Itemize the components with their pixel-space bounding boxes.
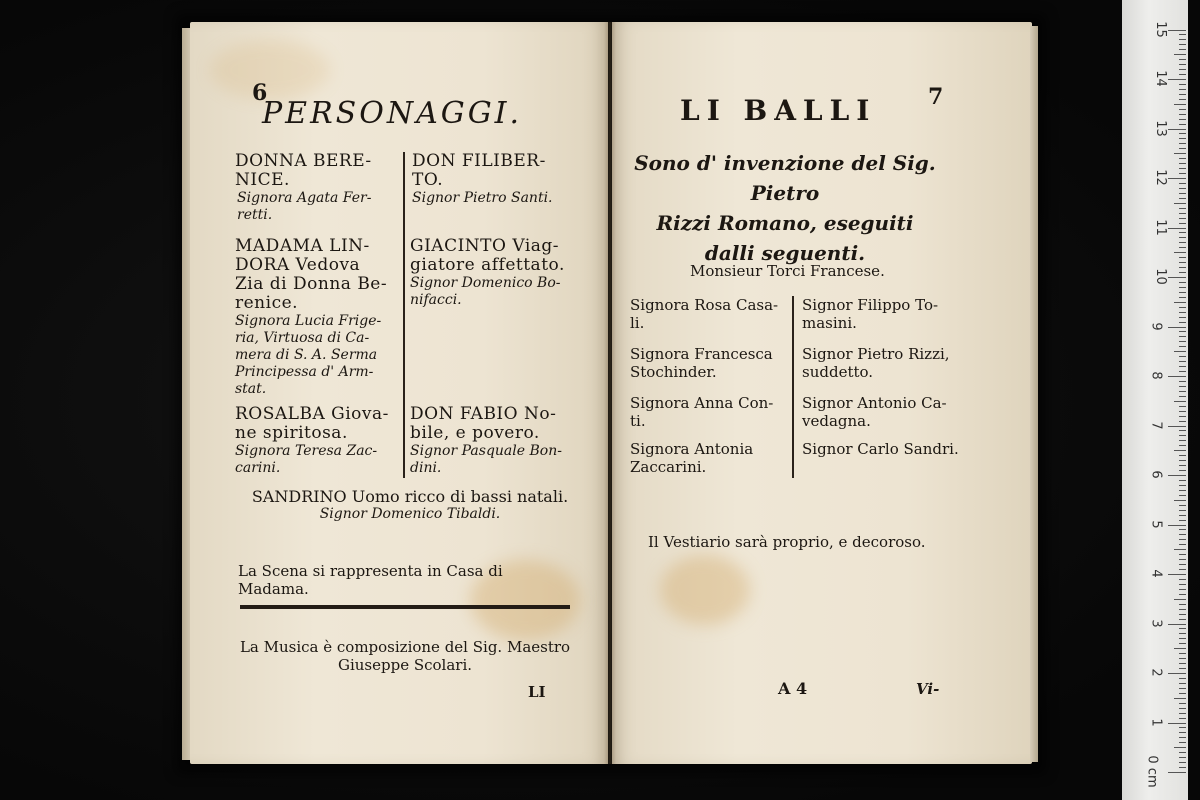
- ruler-tick: [1179, 213, 1186, 214]
- ruler-tick: [1179, 322, 1186, 323]
- foxing-stain: [210, 40, 330, 100]
- dancer-item: Signora Francesca Stochinder.: [630, 345, 773, 381]
- book-gutter: [604, 22, 616, 764]
- column-divider: [792, 296, 794, 478]
- ruler-tick: [1179, 658, 1186, 659]
- ruler-tick: [1179, 678, 1186, 679]
- ruler-tick: [1179, 505, 1186, 506]
- ruler-label: 3: [1148, 618, 1164, 628]
- ruler-label: 14: [1152, 70, 1168, 87]
- ruler-tick: [1174, 549, 1186, 550]
- measuring-ruler: [1122, 0, 1188, 800]
- ruler-tick: [1179, 193, 1186, 194]
- ruler-tick: [1179, 421, 1186, 422]
- ruler-tick: [1179, 396, 1186, 397]
- ruler-tick: [1168, 327, 1186, 328]
- ruler-tick: [1179, 346, 1186, 347]
- role-actor: Signor Pietro Santi.: [412, 190, 553, 206]
- ruler-tick: [1179, 138, 1186, 139]
- left-catchword: LI: [528, 683, 546, 701]
- dancer-item: Signor Antonio Ca- vedagna.: [802, 394, 947, 430]
- ruler-tick: [1168, 426, 1186, 427]
- ruler-tick: [1179, 589, 1186, 590]
- ruler-tick: [1179, 406, 1186, 407]
- ruler-tick: [1168, 624, 1186, 625]
- ruler-tick: [1179, 708, 1186, 709]
- ruler-tick: [1179, 307, 1186, 308]
- column-divider: [403, 152, 405, 478]
- role-entry: [235, 237, 397, 398]
- ruler-tick: [1168, 475, 1186, 476]
- ruler-tick: [1179, 604, 1186, 605]
- ruler-tick: [1179, 257, 1186, 258]
- ruler-tick: [1179, 480, 1186, 481]
- ruler-tick: [1179, 668, 1186, 669]
- ruler-tick: [1179, 173, 1186, 174]
- ruler-tick: [1179, 663, 1186, 664]
- dancer-item: Signora Rosa Casa- li.: [630, 296, 779, 332]
- ruler-tick: [1179, 49, 1186, 50]
- ruler-tick: [1179, 232, 1186, 233]
- ruler-tick: [1179, 628, 1186, 629]
- right-page-number: 7: [928, 84, 944, 110]
- signature-mark: A 4: [778, 679, 808, 698]
- ruler-tick: [1174, 698, 1186, 699]
- ruler-tick: [1179, 732, 1186, 733]
- ruler-tick: [1179, 539, 1186, 540]
- role-actor: Signor Pasquale Bon- dini.: [410, 443, 562, 476]
- divider-rule: [240, 605, 570, 609]
- ruler-tick: [1168, 178, 1186, 179]
- ruler-label: 10: [1152, 268, 1168, 285]
- role-entry: [410, 405, 582, 477]
- ruler-tick: [1179, 455, 1186, 456]
- ruler-tick: [1174, 500, 1186, 501]
- ruler-tick: [1179, 559, 1186, 560]
- ruler-tick: [1168, 772, 1186, 773]
- ruler-tick: [1179, 564, 1186, 565]
- ruler-tick: [1179, 218, 1186, 219]
- ruler-tick: [1179, 124, 1186, 125]
- ruler-tick: [1179, 287, 1186, 288]
- ruler-tick: [1179, 39, 1186, 40]
- ruler-tick: [1179, 341, 1186, 342]
- ruler-label: 6: [1148, 470, 1164, 479]
- ruler-tick: [1179, 114, 1186, 115]
- ruler-tick: [1168, 277, 1186, 278]
- right-catchword: Vi-: [916, 680, 940, 698]
- ruler-tick: [1179, 718, 1186, 719]
- ruler-tick: [1179, 713, 1186, 714]
- ruler-tick: [1179, 440, 1186, 441]
- ruler-tick: [1179, 143, 1186, 144]
- ruler-tick: [1179, 148, 1186, 149]
- ruler-tick: [1168, 376, 1186, 377]
- ruler-tick: [1179, 89, 1186, 90]
- role-name: DONNA BERE- NICE.: [235, 151, 372, 190]
- ruler-tick: [1179, 272, 1186, 273]
- ruler-tick: [1179, 490, 1186, 491]
- ruler-label: 13: [1152, 119, 1168, 137]
- ruler-tick: [1179, 242, 1186, 243]
- ruler-tick: [1179, 683, 1186, 684]
- ruler-tick: [1179, 292, 1186, 293]
- ruler-tick: [1179, 44, 1186, 45]
- ruler-label: 0 cm: [1144, 755, 1160, 788]
- music-note: La Musica è composizione del Sig. Maestro Giuseppe Scolari.: [239, 638, 571, 674]
- ruler-tick: [1179, 297, 1186, 298]
- ruler-tick: [1174, 203, 1186, 204]
- ruler-tick: [1179, 183, 1186, 184]
- dancer-item: Signora Anna Con- ti.: [630, 394, 774, 430]
- ruler-tick: [1174, 648, 1186, 649]
- ruler-tick: [1179, 391, 1186, 392]
- ruler-tick: [1179, 688, 1186, 689]
- ruler-tick: [1179, 247, 1186, 248]
- ruler-tick: [1179, 609, 1186, 610]
- ruler-tick: [1179, 99, 1186, 100]
- ruler-tick: [1179, 470, 1186, 471]
- ruler-tick: [1179, 416, 1186, 417]
- ruler-tick: [1179, 757, 1186, 758]
- ruler-tick: [1179, 198, 1186, 199]
- right-page-title: LI BALLI: [680, 94, 877, 127]
- lead-dancer: Monsieur Torci Francese.: [690, 262, 885, 280]
- left-page-title: PERSONAGGI.: [262, 96, 523, 131]
- ruler-tick: [1179, 312, 1186, 313]
- ruler-tick: [1179, 742, 1186, 743]
- ruler-tick: [1179, 529, 1186, 530]
- ruler-tick: [1168, 723, 1186, 724]
- ruler-tick: [1179, 638, 1186, 639]
- role-name: DON FABIO No- bile, e povero.: [410, 404, 557, 443]
- ruler-tick: [1179, 633, 1186, 634]
- ruler-label: 4: [1148, 569, 1164, 578]
- ruler-label: 9: [1148, 321, 1164, 331]
- ruler-tick: [1179, 619, 1186, 620]
- ruler-tick: [1179, 544, 1186, 545]
- costume-note: Il Vestiario sarà proprio, e decoroso.: [648, 533, 926, 551]
- ruler-label: 7: [1148, 420, 1164, 430]
- ruler-tick: [1179, 237, 1186, 238]
- ruler-tick: [1179, 515, 1186, 516]
- ruler-tick: [1179, 495, 1186, 496]
- ruler-tick: [1179, 752, 1186, 753]
- ballet-subtitle: Sono d' invenzione del Sig. Pietro Rizzi Romano, eseguiti dalli seguenti.: [634, 151, 936, 265]
- foxing-stain: [660, 555, 750, 625]
- role-name: MADAMA LIN- DORA Vedova Zia di Donna Be- renice.: [235, 236, 388, 313]
- ruler-tick: [1179, 371, 1186, 372]
- ruler-label: 11: [1152, 218, 1168, 236]
- ruler-tick: [1179, 282, 1186, 283]
- role-entry: [235, 152, 397, 224]
- ruler-tick: [1179, 317, 1186, 318]
- role-name: DON FILIBER- TO.: [412, 151, 546, 190]
- ruler-tick: [1179, 64, 1186, 65]
- ruler-tick: [1179, 727, 1186, 728]
- dancer-item: Signor Carlo Sandri.: [802, 440, 959, 458]
- ruler-tick: [1179, 485, 1186, 486]
- ruler-tick: [1174, 450, 1186, 451]
- ruler-tick: [1179, 267, 1186, 268]
- left-page-number: 6: [252, 80, 268, 106]
- ruler-tick: [1174, 747, 1186, 748]
- ruler-tick: [1179, 381, 1186, 382]
- ruler-tick: [1179, 262, 1186, 263]
- role-name: SANDRINO Uomo ricco di bassi natali.: [251, 487, 569, 506]
- ruler-label: 15: [1152, 20, 1168, 38]
- ruler-tick: [1179, 584, 1186, 585]
- ruler-tick: [1179, 554, 1186, 555]
- ruler-tick: [1179, 435, 1186, 436]
- ruler-tick: [1179, 208, 1186, 209]
- ruler-tick: [1179, 445, 1186, 446]
- ruler-tick: [1179, 430, 1186, 431]
- ruler-tick: [1179, 133, 1186, 134]
- ruler-tick: [1179, 460, 1186, 461]
- ruler-tick: [1179, 614, 1186, 615]
- role-actor: Signora Agata Fer- retti.: [237, 190, 372, 223]
- ruler-tick: [1179, 653, 1186, 654]
- right-page: [612, 22, 1032, 764]
- ruler-tick: [1179, 356, 1186, 357]
- ruler-tick: [1179, 336, 1186, 337]
- ruler-tick: [1179, 737, 1186, 738]
- role-actor: Signor Domenico Bo- nifacci.: [410, 275, 561, 308]
- dancer-item: Signor Pietro Rizzi, suddetto.: [802, 345, 950, 381]
- ruler-tick: [1168, 228, 1186, 229]
- ruler-tick: [1179, 703, 1186, 704]
- ruler-tick: [1179, 168, 1186, 169]
- ruler-tick: [1179, 386, 1186, 387]
- ruler-tick: [1174, 54, 1186, 55]
- ruler-tick: [1174, 401, 1186, 402]
- ruler-tick: [1168, 79, 1186, 80]
- ruler-tick: [1168, 673, 1186, 674]
- ruler-tick: [1179, 361, 1186, 362]
- scene-note: La Scena si rappresenta in Casa di Madama.: [238, 562, 503, 598]
- ruler-tick: [1179, 520, 1186, 521]
- role-entry: [412, 152, 582, 207]
- ruler-tick: [1179, 643, 1186, 644]
- page-edge-right: [1030, 26, 1038, 762]
- ruler-tick: [1179, 510, 1186, 511]
- ruler-tick: [1174, 153, 1186, 154]
- ruler-label: 12: [1152, 169, 1168, 186]
- ruler-label: 8: [1148, 371, 1164, 380]
- ruler-tick: [1179, 34, 1186, 35]
- ruler-tick: [1174, 104, 1186, 105]
- ruler-label: 2: [1148, 668, 1164, 677]
- ruler-tick: [1179, 74, 1186, 75]
- ruler-tick: [1179, 411, 1186, 412]
- role-actor: Signor Domenico Tibaldi.: [319, 506, 501, 522]
- role-actor: Signora Teresa Zac- carini.: [235, 443, 378, 476]
- ruler-tick: [1179, 594, 1186, 595]
- ruler-tick: [1179, 465, 1186, 466]
- role-entry: [410, 237, 582, 309]
- ruler-label: 5: [1148, 519, 1164, 529]
- ruler-tick: [1168, 129, 1186, 130]
- ruler-tick: [1179, 109, 1186, 110]
- ruler-tick: [1174, 351, 1186, 352]
- dancer-item: Signora Antonia Zaccarini.: [630, 440, 754, 476]
- ruler-tick: [1179, 158, 1186, 159]
- ruler-tick: [1179, 534, 1186, 535]
- ruler-tick: [1168, 574, 1186, 575]
- ruler-tick: [1168, 30, 1186, 31]
- ruler-tick: [1179, 119, 1186, 120]
- ruler-tick: [1179, 223, 1186, 224]
- ruler-tick: [1179, 59, 1186, 60]
- dancer-item: Signor Filippo To- masini.: [802, 296, 939, 332]
- role-entry-sandrino: [230, 488, 590, 523]
- role-entry: [235, 405, 397, 477]
- role-name: ROSALBA Giova- ne spiritosa.: [235, 404, 389, 443]
- ruler-tick: [1174, 252, 1186, 253]
- role-actor: Signora Lucia Frige- ria, Virtuosa di Ca- mera di S. A. Serma Principessa d' Arm- stat.: [235, 313, 382, 397]
- ruler-tick: [1179, 163, 1186, 164]
- ruler-label: 1: [1148, 717, 1164, 727]
- ruler-tick: [1174, 599, 1186, 600]
- ruler-tick: [1179, 188, 1186, 189]
- ruler-tick: [1179, 331, 1186, 332]
- ruler-tick: [1179, 69, 1186, 70]
- ruler-tick: [1174, 302, 1186, 303]
- ruler-tick: [1179, 366, 1186, 367]
- ruler-tick: [1168, 525, 1186, 526]
- ruler-tick: [1179, 762, 1186, 763]
- ruler-tick: [1179, 693, 1186, 694]
- ruler-tick: [1179, 569, 1186, 570]
- ruler-tick: [1179, 84, 1186, 85]
- role-name: GIACINTO Viag- giatore affettato.: [410, 236, 565, 275]
- ruler-tick: [1179, 767, 1186, 768]
- ruler-tick: [1179, 94, 1186, 95]
- ruler-tick: [1179, 579, 1186, 580]
